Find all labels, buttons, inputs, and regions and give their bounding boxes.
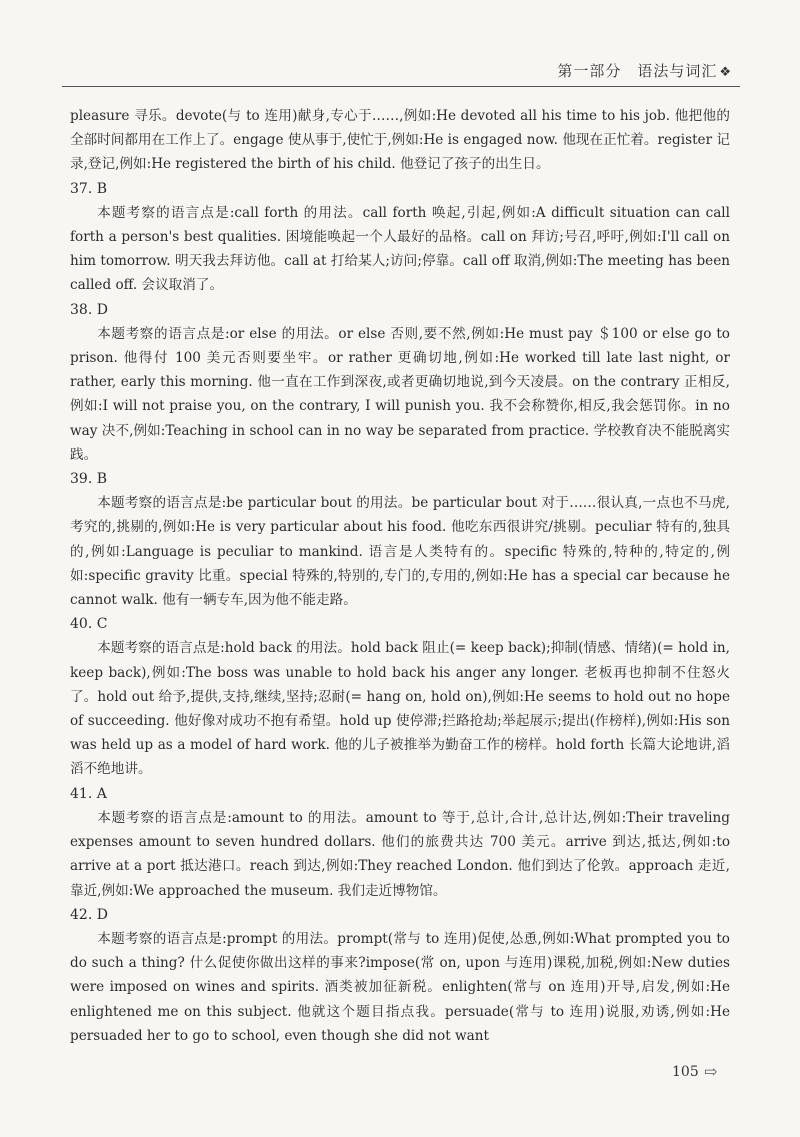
explanation-40: 本题考察的语言点是:hold back 的用法。hold back 阻止(= keep back);抑制(情感、情绪)(= hold in, keep back),例如:The boss was unable to hold back his anger any longer. 老板再也抑制不住怒火了。hold out 给予,提供,支持,继续,坚持;忍耐(= hang on, hold on),例如:He seems to hold out no hope of succeeding. 他好像对成功不抱有希望。hold up 使停滞;拦路抢劫;举起展示;提出(作榜样),例如:His son was held up as a model of hard work. 他的儿子被推举为勤奋工作的榜样。hold forth 长篇大论地讲,滔滔不绝地讲。 bbox=[70, 640, 730, 778]
explanation-41: 本题考察的语言点是:amount to 的用法。amount to 等于,总计,合计,总计达,例如:Their traveling expenses amount to seven hundred dollars. 他们的旅费共达 700 美元。arrive 到达,抵达,例如:to arrive at a port 抵达港口。reach 到达,例如:They reached London. 他们到达了伦敦。approach 走近,靠近,例如:We approached the museum. 我们走近博物馆。 bbox=[70, 809, 730, 899]
page-number: 105 bbox=[672, 1064, 699, 1080]
next-page-arrow-icon: ⇨ bbox=[704, 1062, 718, 1081]
explanation-39: 本题考察的语言点是:be particular bout 的用法。be particular bout 对于……很认真,一点也不马虎,考究的,挑剔的,例如:He is very particular about his food. 他吃东西很讲究/挑剔。peculiar 特有的,独具的,例如:Language is peculiar to mankind. 语言是人类特有的。specific 特殊的,特种的,特定的,例如:specific gravity 比重。special 特殊的,特别的,专门的,专用的,例如:He has a special car because he cannot walk. 他有一辆专车,因为他不能走路。 bbox=[70, 495, 730, 609]
header-rule bbox=[62, 86, 740, 87]
explanation-37: 本题考察的语言点是:call forth 的用法。call forth 唤起,引起,例如:A difficult situation can call forth a person's best qualities. 困境能唤起一个人最好的品格。call on 拜访;号召,呼吁,例如:I'll call on him tomorrow. 明天我去拜访他。call at 打给某人;访问;停靠。call off 取消,例如:The meeting has been called off. 会议取消了。 bbox=[70, 204, 730, 294]
explanation-38: 本题考察的语言点是:or else 的用法。or else 否则,要不然,例如:He must pay ＄100 or else go to prison. 他得付 100 美元否则要坐牢。or rather 更确切地,例如:He worked till late last night, or rather, early this morning. 他一直在工作到深夜,或者更确切地说,到今天凌晨。on the contrary 正相反,例如:I will not praise you, on the contrary, I will punish you. 我不会称赞你,相反,我会惩罚你。in no way 决不,例如:Teaching in school can in no way be separated from practice. 学校教育决不能脱离实践。 bbox=[70, 325, 730, 463]
page-content bbox=[70, 104, 730, 1048]
section-title: 第一部分 语法与词汇 ❖ bbox=[557, 62, 732, 80]
lead-paragraph: pleasure 寻乐。devote(与 to 连用)献身,专心于……,例如:He devoted all his time to his job. 他把他的全部时间都用在工作上了。engage 使从事于,使忙于,例如:He is engaged now. 他现在正忙着。register 记录,登记,例如:He registered the birth of his child. 他登记了孩子的出生日。 bbox=[70, 108, 730, 173]
answer-38: 38. D bbox=[70, 301, 108, 318]
answer-41: 41. A bbox=[70, 785, 107, 802]
diamond-icon: ❖ bbox=[719, 65, 732, 80]
answer-37: 37. B bbox=[70, 180, 108, 197]
answer-42: 42. D bbox=[70, 906, 108, 923]
page-header bbox=[0, 58, 800, 88]
answer-39: 39. B bbox=[70, 471, 108, 488]
explanation-42: 本题考察的语言点是:prompt 的用法。prompt(常与 to 连用)促使,怂恿,例如:What prompted you to do such a thing? 什么促使你做出这样的事来?impose(常 on, upon 与连用)课税,加税,例如:New duties were imposed on wines and spirits. 酒类被加征新税。enlighten(常与 on 连用)开导,启发,例如:He enlightened me on this subject. 他就这个题目指点我。persuade(常与 to 连用)说服,劝诱,例如:He persuaded her to go to school, even though she did not want bbox=[70, 930, 730, 1044]
answer-40: 40. C bbox=[70, 616, 108, 633]
